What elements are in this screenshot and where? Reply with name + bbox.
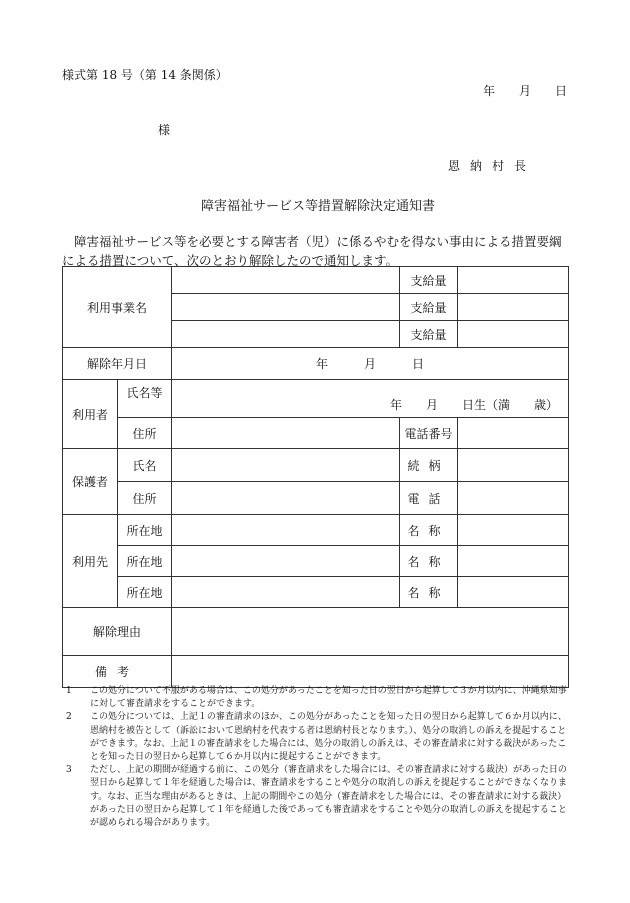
destination-3-location-value[interactable] [172, 577, 400, 608]
note-number: 2 [66, 712, 72, 723]
note-number: 1 [66, 686, 72, 696]
destination-1-location-value[interactable] [172, 515, 400, 546]
issue-date: 年 月 日 [483, 84, 568, 98]
destination-2-location-label: 所在地 [118, 546, 172, 577]
document-title: 障害福祉サービス等措置解除決定通知書 [201, 199, 436, 214]
note-text: ただし、上記の期間が経過する前に、この処分（審査請求をした場合には、その審査請求に対する裁決）があった日の翌日から起算して１年を経過した場合は、審査請求をすることや処分の取消しの訴えを提起することができなくなります。なお、正当な理由があるときは、上記の期間やこの処分（審査請求をした場合には、その審査請求に対する裁決）があった日の翌日から起算して１年を経過した後であっても審査請求をすることや処分の取消しの訴えを提起することが認められる場合があります。 [90, 765, 568, 829]
guardian-name-value[interactable] [172, 449, 400, 482]
cancel-reason-value[interactable] [172, 608, 569, 656]
note-item [62, 685, 572, 711]
destination-3-name-value[interactable] [458, 577, 569, 608]
service-provider-label: 利用事業名 [63, 267, 172, 348]
destination-label: 利用先 [63, 515, 118, 608]
guardian-phone-value[interactable] [458, 482, 569, 515]
destination-1-name-label: 名称 [400, 515, 458, 546]
user-phone-value[interactable] [458, 418, 569, 449]
note-number: 3 [66, 765, 72, 776]
service-provider-2-value[interactable] [172, 294, 400, 321]
destination-2-location-value[interactable] [172, 546, 400, 577]
destination-3-name-label: 名称 [400, 577, 458, 608]
cancel-date-value[interactable]: 年 月 日 [172, 348, 569, 380]
form-number: 様式第 18 号（第 14 条関係） [62, 68, 228, 82]
supply-amount-2-label: 支給量 [400, 294, 458, 321]
user-birth-line[interactable]: 年 月 日生（満 歳） [172, 380, 569, 418]
user-name-label: 氏名等 [118, 380, 172, 418]
note-text: この処分について不服がある場合は、この処分があったことを知った日の翌日から起算して３か月以内に、沖縄県知事に対して審査請求をすることができます。 [90, 686, 567, 710]
notes-section [62, 685, 572, 830]
issuer-name: 恩納村長 [448, 159, 537, 173]
user-label: 利用者 [63, 380, 118, 449]
addressee-suffix: 様 [158, 123, 171, 137]
supply-amount-1-label: 支給量 [400, 267, 458, 294]
guardian-label: 保護者 [63, 449, 118, 515]
service-provider-1-value[interactable] [172, 267, 400, 294]
destination-1-name-value[interactable] [458, 515, 569, 546]
notice-form-table [62, 266, 569, 688]
guardian-address-value[interactable] [172, 482, 400, 515]
remarks-label: 備考 [63, 656, 172, 688]
user-address-label: 住所 [118, 418, 172, 449]
destination-2-name-label: 名称 [400, 546, 458, 577]
guardian-name-label: 氏名 [118, 449, 172, 482]
guardian-phone-label: 電話 [400, 482, 458, 515]
user-address-value[interactable] [172, 418, 400, 449]
note-text: この処分については、上記１の審査請求のほか、この処分があったことを知った日の翌日から起算して６か月以内に、恩納村を被告として（訴訟において恩納村を代表する者は恩納村長となります。）、処分の取消しの訴えを提起することができます。なお、上記１の審査請求をした場合には、処分の取消しの訴えは、その審査請求に対する裁決があったことを知った日の翌日から起算して６か月以内に提起することができます。 [90, 712, 567, 763]
service-provider-3-value[interactable] [172, 321, 400, 348]
supply-amount-1-value[interactable] [458, 267, 569, 294]
note-item [62, 764, 572, 830]
supply-amount-3-label: 支給量 [400, 321, 458, 348]
supply-amount-3-value[interactable] [458, 321, 569, 348]
remarks-value[interactable] [172, 656, 569, 688]
guardian-relation-label: 続柄 [400, 449, 458, 482]
guardian-relation-value[interactable] [458, 449, 569, 482]
note-item [62, 711, 572, 764]
destination-1-location-label: 所在地 [118, 515, 172, 546]
user-phone-label: 電話番号 [400, 418, 458, 449]
guardian-address-label: 住所 [118, 482, 172, 515]
intro-text: 障害福祉サービス等を必要とする障害者（児）に係るやむを得ない事由による措置要綱による措置について、次のとおり解除したので通知します。 [62, 234, 562, 268]
cancel-reason-label: 解除理由 [63, 608, 172, 656]
supply-amount-2-value[interactable] [458, 294, 569, 321]
destination-2-name-value[interactable] [458, 546, 569, 577]
destination-3-location-label: 所在地 [118, 577, 172, 608]
cancel-date-label: 解除年月日 [63, 348, 172, 380]
